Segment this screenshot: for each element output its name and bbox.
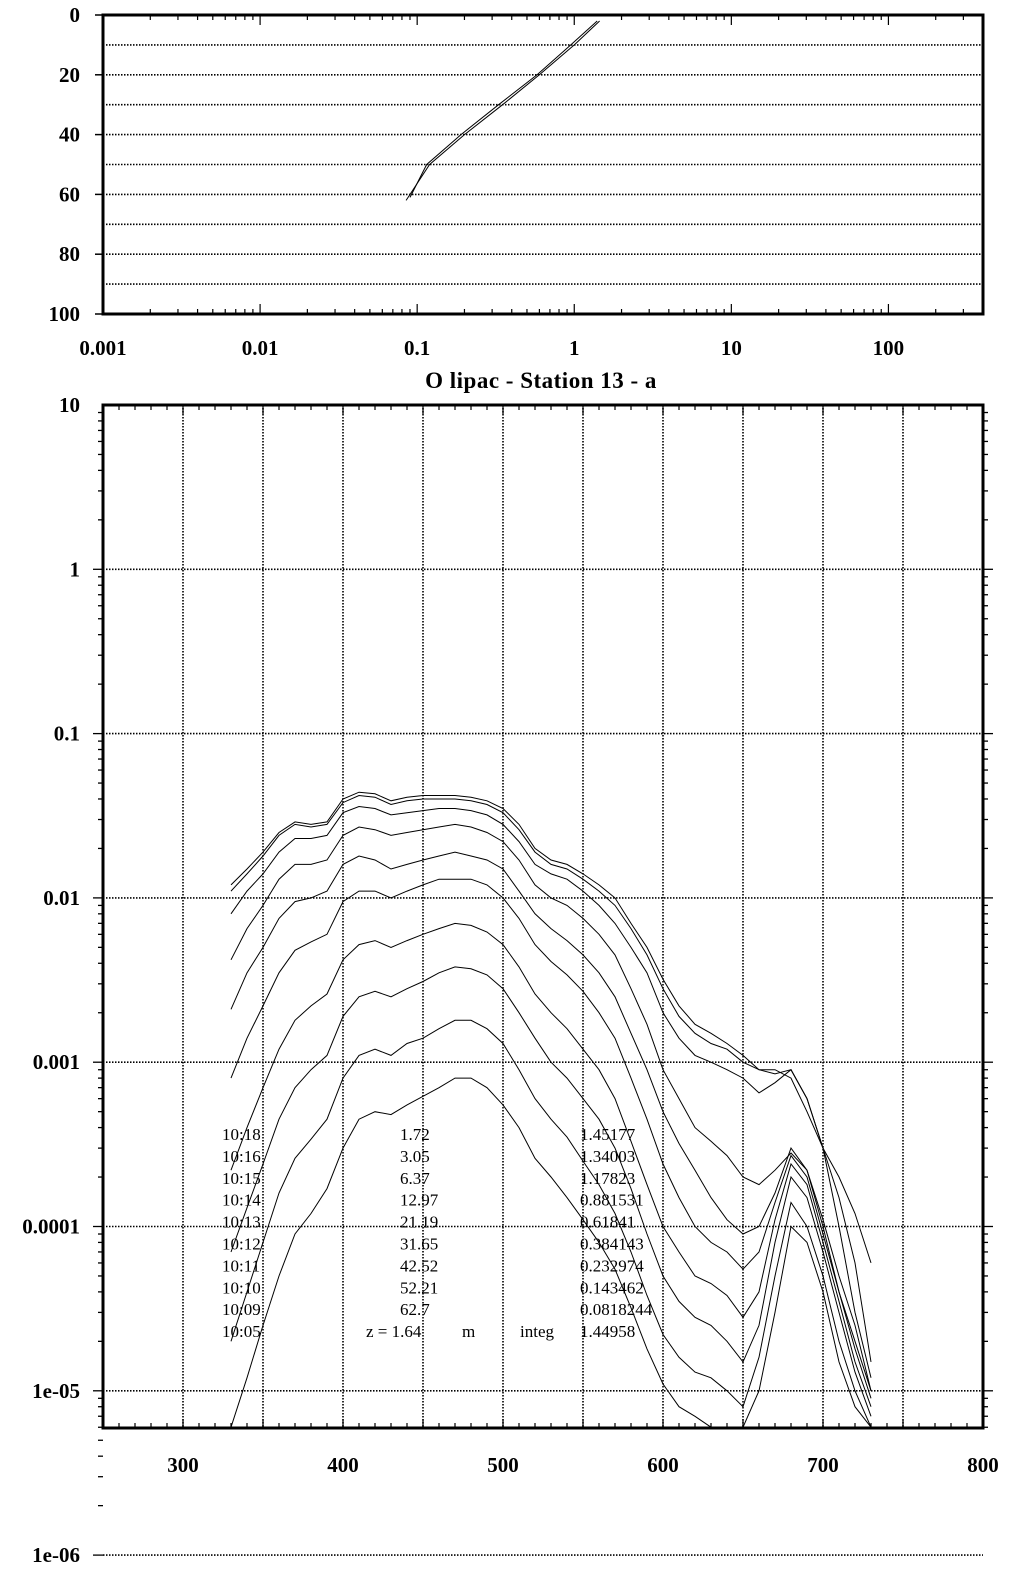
annotation-depth: 52.21 (400, 1278, 439, 1298)
y-tick-label: 1 (69, 557, 80, 582)
x-tick-label: 300 (167, 1453, 199, 1477)
annotation-value: 0.0818244 (580, 1300, 653, 1320)
annotation-value: 0.143462 (580, 1278, 644, 1298)
annotation-unit: m (462, 1322, 476, 1342)
annotation-value: 1.44958 (580, 1322, 636, 1342)
spectrum-line-1015 (231, 807, 871, 1378)
annotation-integ-label: integ (520, 1322, 554, 1342)
y-tick-label: 1e-06 (32, 1543, 80, 1568)
annotation-value: 1.34003 (580, 1146, 636, 1166)
annotation-time: 10:16 (222, 1146, 261, 1166)
x-tick-label: 100 (872, 336, 905, 360)
annotation-depth: 3.05 (400, 1146, 430, 1166)
depth-profile-series (406, 21, 599, 200)
y-tick-label: 100 (48, 302, 80, 326)
annotation-time: 10:18 (222, 1125, 261, 1144)
annotation-time: 10:12 (222, 1234, 261, 1254)
top-chart-tick-labels (49, 3, 905, 360)
spectrum-line-1005 (231, 1078, 871, 1427)
x-tick-label: 0.01 (241, 336, 279, 360)
annotation-value: 0.384143 (580, 1234, 644, 1254)
annotation-depth: 1.72 (400, 1125, 430, 1144)
y-tick-label: 0.0001 (22, 1214, 80, 1239)
x-tick-label: 0.001 (79, 336, 127, 360)
x-tick-label: 0.1 (404, 336, 431, 360)
annotation-value: 1.45177 (580, 1125, 636, 1144)
y-tick-label: 60 (59, 182, 80, 207)
y-tick-label: 0.001 (32, 1050, 80, 1075)
x-tick-label: 800 (967, 1453, 999, 1477)
x-tick-label: 400 (327, 1453, 359, 1477)
annotation-time: 10:11 (222, 1256, 261, 1276)
spectrum-tick-labels (22, 393, 999, 1567)
y-tick-label: 20 (59, 62, 80, 87)
y-tick-label: 0 (69, 3, 80, 27)
y-tick-label: 0.01 (43, 885, 80, 910)
depth-profile-chart (49, 3, 984, 360)
annotation-value: 0.881531 (580, 1190, 644, 1210)
annotation-time: 10:13 (222, 1212, 261, 1232)
y-tick-label: 40 (59, 122, 80, 147)
annotation-depth: 42.52 (400, 1256, 439, 1276)
depth-profile-line (406, 21, 599, 200)
chart-title: O lipac - Station 13 - a (425, 368, 657, 393)
spectrum-ticks (93, 405, 993, 1555)
depth-gridlines (103, 45, 983, 284)
annotation-time: 10:14 (222, 1190, 261, 1210)
annotation-value: 0.232974 (580, 1256, 644, 1276)
x-tick-label: 1 (569, 336, 580, 360)
x-tick-label: 500 (487, 1453, 519, 1477)
x-tick-label: 700 (807, 1453, 839, 1477)
x-tick-label: 10 (720, 336, 742, 360)
y-tick-label: 0.1 (53, 721, 80, 746)
annotation-depth: 62.7 (400, 1300, 430, 1320)
spectrum-chart (22, 393, 999, 1567)
annotation-depth: 12.97 (400, 1190, 439, 1210)
annotation-value: 1.17823 (580, 1168, 636, 1188)
y-tick-label: 10 (59, 393, 80, 417)
annotation-time: 10:05 (222, 1322, 261, 1342)
y-tick-label: 80 (59, 242, 80, 267)
annotation-depth: 6.37 (400, 1168, 430, 1188)
y-tick-label: 1e-05 (32, 1378, 80, 1403)
annotation-depth: 31.65 (400, 1234, 439, 1254)
depth-profile-line (410, 21, 597, 197)
annotation-depth: 21.19 (400, 1212, 439, 1232)
annotation-time: 10:15 (222, 1168, 261, 1188)
x-tick-label: 600 (647, 1453, 679, 1477)
annotation-value: 0.61841 (580, 1212, 636, 1232)
annotation-table (222, 1125, 653, 1341)
annotation-depth: z = 1.64 (366, 1322, 422, 1342)
spectrum-line-1009 (231, 1020, 871, 1427)
spectrum-line-1014 (231, 824, 871, 1390)
annotation-time: 10:10 (222, 1278, 261, 1298)
annotation-time: 10:09 (222, 1300, 261, 1320)
spectrum-line-1012 (231, 879, 871, 1398)
